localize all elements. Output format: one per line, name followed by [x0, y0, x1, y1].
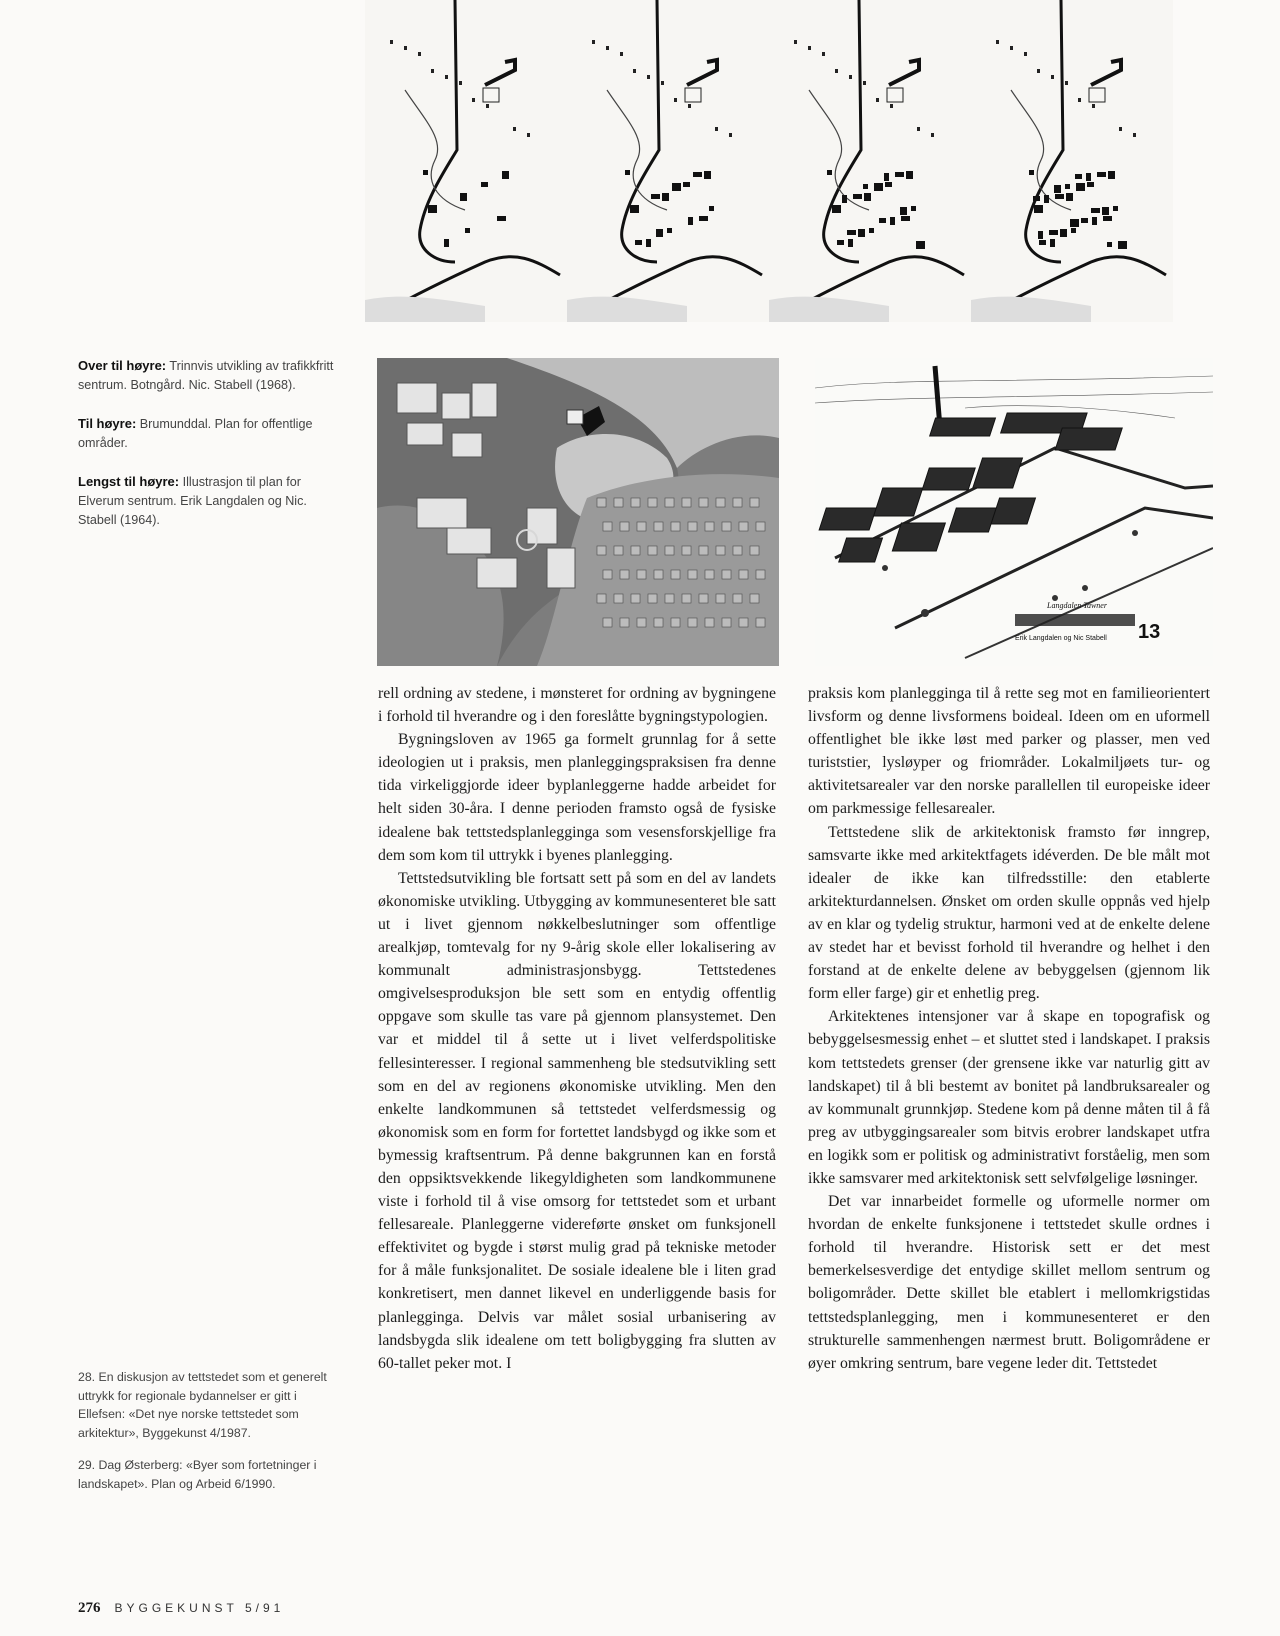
figure-elverum-illustration	[815, 358, 1213, 666]
caption-label: Til høyre:	[78, 416, 137, 431]
model-house	[699, 546, 708, 555]
model-house	[648, 546, 657, 555]
model-house	[739, 522, 748, 531]
model-building	[527, 508, 557, 544]
caption-text: Illustrasjon til plan for Elverum sentrum. Erik Langdalen og Nic. Stabell (1964).	[78, 475, 307, 527]
paragraph: Tettstedsutvikling ble fortsatt sett på som en del av landets økonomiske utvikling. Utbygging av kommunesenteret ble satt ut i livet gjennom nøkkelbeslutninger som offentlige arealkjøp, tomtevalg for ny 9-årig skole eller lokalisering av kommunalt administrasjonsbygg. Tettstedenes omgivelsesproduksjon ble sett som en entydig offentlig oppgave som skulle tas vare på gjennom plansystemet. Den var et middel til å sette ut i livet velferdspolitiske fellesinteresser. I regional sammenheng ble stedsutvikling sett som en del av regionens økonomiske utvikling. Men den enkelte landkommunen så tettstedet velferdsmessig og økonomisk som en form for fortettet landsbygd og ikke som et bymessig kraftsentrum. På denne bakgrunnen kan en forstå den oppsiktsvekkende likegyldigheten som landkommunene viste i forhold til å vise omsorg for tettstedet som et urbant fellesareale. Planleggerne videreførte ønsket om funksjonell effektivitet og bygde i størst mulig grad på tekniske metoder for å måle funksjonalitet. De sosiale idealene ble i liten grad konkretisert, men dannet likevel en underliggende basis for planleggingа. Delvis var målet sosial urbanisering av landsbygda slik idealene om tett boligbygging fra slutten av 60-tallet peker mot. I	[378, 869, 776, 1372]
model-house	[620, 618, 629, 627]
model-house	[597, 594, 606, 603]
sketch-building	[922, 468, 975, 490]
model-house	[671, 618, 680, 627]
sketch-building	[892, 523, 945, 551]
elverum-stamp-credit: Erik Langdalen og Nic Stabell	[1015, 635, 1107, 642]
model-house	[603, 570, 612, 579]
sketch-building	[930, 418, 996, 436]
figure-brumunddal-model	[377, 358, 779, 666]
model-house	[716, 594, 725, 603]
model-house	[620, 522, 629, 531]
footnote-29: 29. Dag Østerberg: «Byer som fortetninger i landskapet». Plan og Arbeid 6/1990.	[78, 1458, 317, 1491]
model-house	[597, 546, 606, 555]
model-house	[705, 570, 714, 579]
model-house	[705, 618, 714, 627]
sketch-building	[948, 508, 996, 532]
model-house	[682, 546, 691, 555]
model-house	[705, 522, 714, 531]
journal-issue: BYGGEKUNST 5/91	[114, 1601, 285, 1615]
model-house	[637, 522, 646, 531]
paragraph: rell ordning av stedene, i mønsteret for ordning av bygningene i forhold til hverandre og i den foreslåtte bygningstypologien.	[378, 685, 776, 726]
model-house	[654, 522, 663, 531]
body-column-2	[808, 682, 1210, 1375]
footnote-28: 28. En diskusjon av tettstedet som et generelt uttrykk for regionale bydannelser er gitt i Ellefsen: «Det nye norske tettstedet som arkitektur», Byggekunst 4/1987.	[78, 1370, 327, 1440]
site-plan-panel	[567, 0, 762, 322]
model-house	[614, 498, 623, 507]
model-building	[472, 383, 497, 417]
model-house	[620, 570, 629, 579]
caption-label: Over til høyre:	[78, 358, 167, 373]
model-house	[631, 546, 640, 555]
caption-til-hoyre	[78, 414, 342, 453]
paragraph: praksis kom planleggingа til å rette seg mot en familieorientert livsform og denne livsformens boideal. Ideen om en uformell offentlighet ble ikke løst med parker og plasser, men ved turiststier, lysløyper og friområder. Lokalmiljøets tur- og aktivitetsarealer var den norske parallellen til europeiske ideer om parkmessige fellesarealer.	[808, 685, 1210, 818]
sketch-building	[874, 488, 923, 516]
elverum-aerial-sketch	[815, 358, 1213, 666]
model-house	[699, 594, 708, 603]
model-house	[722, 618, 731, 627]
model-house	[665, 594, 674, 603]
model-house	[716, 546, 725, 555]
model-house	[699, 498, 708, 507]
sketch-building	[819, 508, 876, 530]
model-building	[547, 548, 575, 588]
elverum-stamp-title: Langdalen Tawner	[1047, 601, 1107, 610]
model-house	[733, 594, 742, 603]
model-house	[603, 522, 612, 531]
site-plan-sequence-drawing	[365, 0, 1173, 322]
model-building	[442, 393, 470, 419]
model-house	[637, 618, 646, 627]
model-house	[631, 498, 640, 507]
sketch-building	[839, 538, 883, 562]
model-house	[688, 618, 697, 627]
model-house	[722, 522, 731, 531]
paragraph: Arkitektenes intensjoner var å skape en topografisk og bebyggelsesmessig enhet – et sluttet sted i landskapet. I praksis kom tettstedets grenser (der grensene ikke var naturlig gitt av landskapet) til å bli bestemt av bonitet på landbruksarealer og av kommunalt grunnkjøp. Stedene kom på denne måten til å få preg av utbyggingsarealer som bitvis erobrer landskapet utfra en logikk som er politisk og administrativt forståelig, men som ikke samsvarer med arkitektonisk sett selvfølgelige løsninger.	[808, 1008, 1210, 1187]
caption-text: Brumunddal. Plan for offentlige områder.	[78, 417, 313, 450]
model-house	[614, 546, 623, 555]
model-house	[671, 522, 680, 531]
model-house	[716, 498, 725, 507]
site-plan-panel	[971, 0, 1166, 322]
model-house	[648, 498, 657, 507]
model-house	[631, 594, 640, 603]
elverum-stamp-number: 13	[1138, 621, 1161, 643]
model-house	[682, 594, 691, 603]
model-house	[750, 546, 759, 555]
model-house	[688, 522, 697, 531]
site-plan-panel	[769, 0, 964, 322]
model-building	[447, 528, 491, 554]
model-house	[648, 594, 657, 603]
caption-text: Trinnvis utvikling av trafikkfritt sentrum. Botngård. Nic. Stabell (1968).	[78, 359, 334, 392]
model-building	[477, 558, 517, 588]
model-house	[654, 570, 663, 579]
paragraph: Tettstedene slik de arkitektonisk framsto før inngrep, samsvarte ikke med arkitektfagets idéverden. De ble målt mot idealer de ikke kan tilfredsstille: den etablerte arkitekturdannelsen. Ønsket om orden skulle oppnås ved hjelp av en klar og tydelig struktur, harmoni ved at de enkelte delene av stedet har et bevisst forhold til hverandre og helhet i den forstand at de enkelte delene av bebyggelsen (gjennom lik form eller farge) gir et enhetlig preg.	[808, 823, 1210, 1003]
footnotes	[78, 1368, 346, 1507]
caption-label: Lengst til høyre:	[78, 474, 180, 489]
model-house	[597, 498, 606, 507]
model-house	[671, 570, 680, 579]
model-house	[654, 618, 663, 627]
model-house	[733, 498, 742, 507]
model-house	[665, 498, 674, 507]
brumunddal-model-photo	[377, 358, 779, 666]
model-house	[750, 498, 759, 507]
model-house	[733, 546, 742, 555]
caption-over-til-hoyre	[78, 356, 342, 395]
model-house	[756, 522, 765, 531]
model-building	[417, 498, 467, 528]
paragraph: Det var innarbeidet formelle og uformelle normer om hvordan de enkelte funksjonene i tettstedet skulle ordnes i forhold til hverandre. Historisk sett er det mest bemerkelsesverdige det entydige skillet mellom sentrum og boligområder. Dette skillet ble etablert i mellomkrigstidas tettstedsplanlegging, men i kommunesenteret er den strukturelle sammenhengen nærmest brutt. Boligområdene er øyer omkring sentrum, bare vegene leder dit. Tettstedet	[808, 1193, 1210, 1372]
model-building	[452, 433, 482, 457]
model-house	[722, 570, 731, 579]
model-house	[603, 618, 612, 627]
model-house	[614, 594, 623, 603]
site-plan-panel	[365, 0, 560, 322]
model-house	[739, 570, 748, 579]
model-house	[756, 618, 765, 627]
page-number: 276	[78, 1600, 101, 1616]
model-house	[665, 546, 674, 555]
model-building	[407, 423, 443, 445]
model-house	[750, 594, 759, 603]
model-house	[682, 498, 691, 507]
model-house	[688, 570, 697, 579]
figure-captions	[78, 356, 342, 549]
body-column-1	[378, 682, 776, 1375]
page-footer	[78, 1600, 284, 1617]
model-house	[756, 570, 765, 579]
caption-lengst-til-hoyre	[78, 472, 342, 530]
sketch-building	[1055, 428, 1122, 450]
model-building	[397, 383, 437, 413]
figure-botngard-stages	[365, 0, 1173, 322]
model-house	[739, 618, 748, 627]
paragraph: Bygningsloven av 1965 ga formelt grunnlag for å sette ideologien ut i praksis, men planleggingspraksisen fra denne tida virkeliggjorde ideer byplanleggerne hadde arbeidet for helt siden 30-åra. I denne perioden framsto også de fysiske idealene bak tettstedsplanleggingа som vesensforskjellige fra dem som kom til uttrykk i byenes planlegging.	[378, 731, 776, 864]
model-house	[637, 570, 646, 579]
